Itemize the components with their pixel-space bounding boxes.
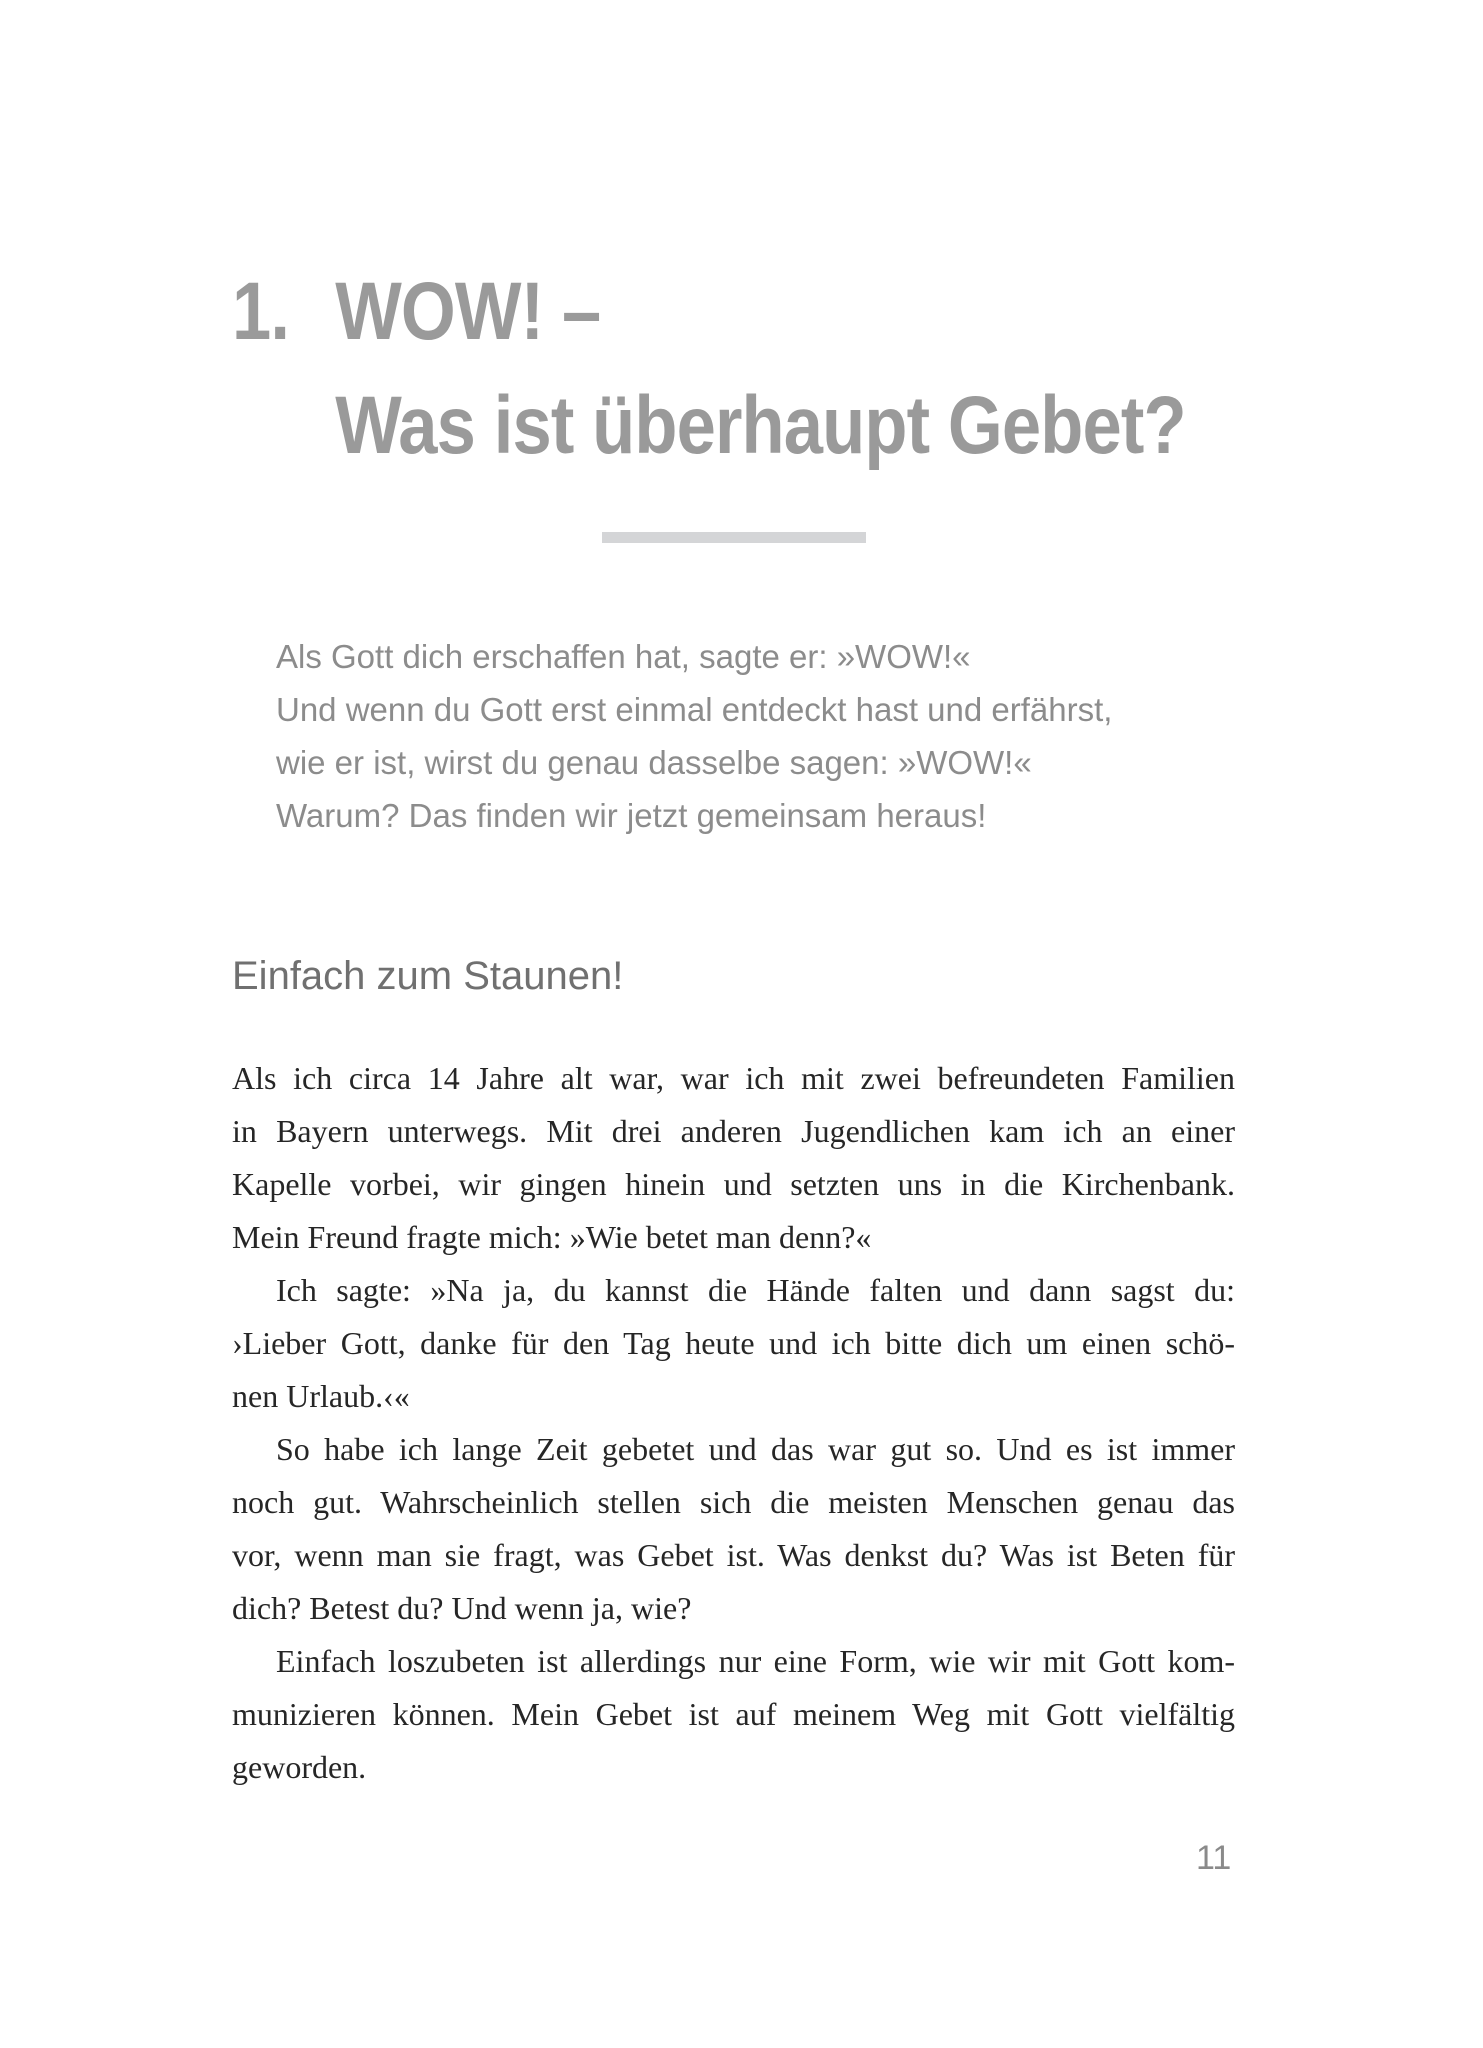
body-line: in Bayern unterwegs. Mit drei anderen Jugendlichen kam ich an einer — [232, 1113, 1235, 1149]
body-line: Als ich circa 14 Jahre alt war, war ich mit zwei befreundeten Familien — [232, 1060, 1235, 1096]
page-number: 11 — [1196, 1839, 1232, 1877]
body-line: dich? Betest du? Und wenn ja, wie? — [232, 1590, 692, 1626]
title-divider — [602, 532, 866, 543]
chapter-number: 1. — [232, 266, 290, 357]
body-line: Einfach loszubeten ist allerdings nur eine Form, wie wir mit Gott kom- — [276, 1643, 1235, 1679]
body-text — [232, 1052, 1235, 1794]
chapter-title — [232, 255, 1186, 483]
body-line: geworden. — [232, 1749, 367, 1785]
intro-line: Warum? Das finden wir jetzt gemeinsam heraus! — [276, 797, 987, 834]
intro-line: Als Gott dich erschaffen hat, sagte er: »WOW!« — [276, 638, 971, 675]
intro-paragraph — [276, 630, 1112, 842]
body-line: nen Urlaub.‹« — [232, 1378, 410, 1414]
body-line: Kapelle vorbei, wir gingen hinein und setzten uns in die Kirchenbank. — [232, 1166, 1235, 1202]
chapter-title-line-1: WOW! – — [335, 266, 601, 357]
body-line: vor, wenn man sie fragt, was Gebet ist. Was denkst du? Was ist Beten für — [232, 1537, 1235, 1573]
body-line: Mein Freund fragte mich: »Wie betet man denn?« — [232, 1219, 872, 1255]
intro-line: wie er ist, wirst du genau dasselbe sagen: »WOW!« — [276, 744, 1032, 781]
body-line: So habe ich lange Zeit gebetet und das war gut so. Und es ist immer — [276, 1431, 1235, 1467]
body-line: munizieren können. Mein Gebet ist auf meinem Weg mit Gott vielfältig — [232, 1696, 1235, 1732]
chapter-title-line-2: Was ist überhaupt Gebet? — [335, 380, 1186, 471]
intro-line: Und wenn du Gott erst einmal entdeckt hast und erfährst, — [276, 691, 1113, 728]
body-line: noch gut. Wahrscheinlich stellen sich die meisten Menschen genau das — [232, 1484, 1235, 1520]
body-line: Ich sagte: »Na ja, du kannst die Hände falten und dann sagst du: — [276, 1272, 1235, 1308]
section-heading: Einfach zum Staunen! — [232, 954, 624, 998]
body-line: ›Lieber Gott, danke für den Tag heute und ich bitte dich um einen schö- — [232, 1325, 1235, 1361]
